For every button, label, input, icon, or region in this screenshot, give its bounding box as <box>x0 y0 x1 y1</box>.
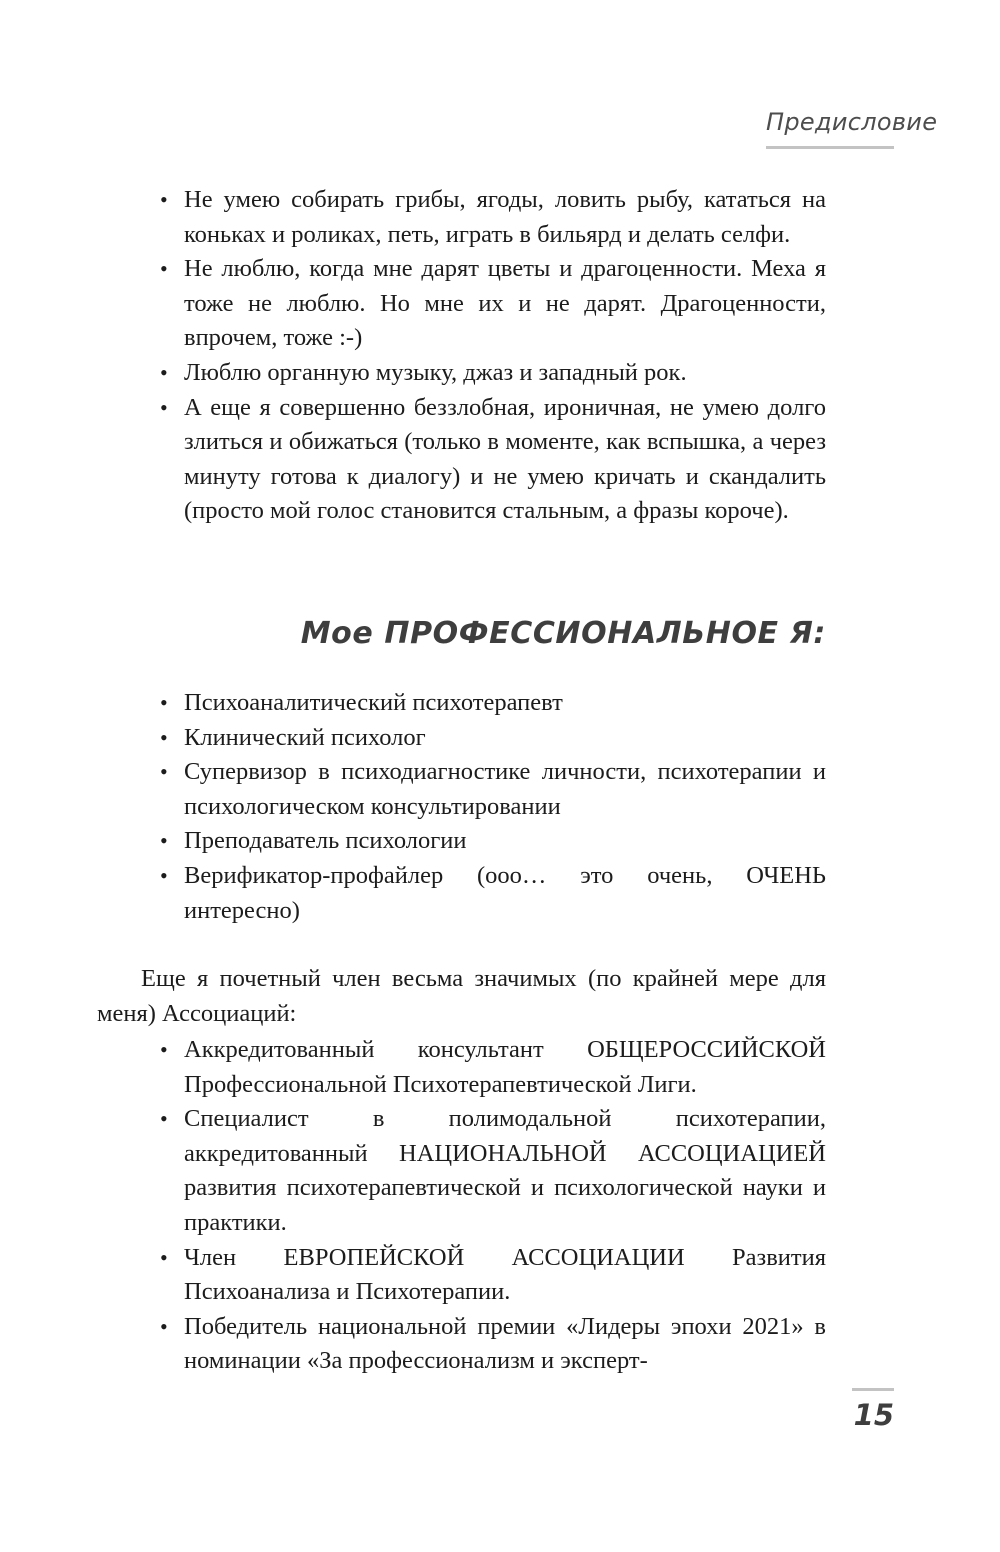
header-rule <box>766 146 894 149</box>
list-item: • Победитель национальной премии «Лидеры эпохи 2021» в номинации «За профессионализм и эксперт- <box>160 1310 826 1379</box>
list-item: • Специалист в полимодальной психотерапии, аккредитованный НАЦИОНАЛЬНОЙ АССОЦИАЦИЕЙ развития психотерапевтической и психологической науки и практики. <box>160 1102 826 1240</box>
list-item: • Преподаватель психологии <box>160 824 826 859</box>
professional-list <box>160 686 826 928</box>
page-number: 15 <box>853 1398 894 1432</box>
list-item: • Психоаналитический психотерапевт <box>160 686 826 721</box>
list-item: • Член ЕВРОПЕЙСКОЙ АССОЦИАЦИИ Развития Психоанализа и Психотерапии. <box>160 1241 826 1310</box>
section-heading: Мое ПРОФЕССИОНАЛЬНОЕ Я: <box>300 616 826 651</box>
list-item: • Люблю органную музыку, джаз и западный рок. <box>160 356 826 391</box>
list-item: • Аккредитованный консультант ОБЩЕРОССИЙСКОЙ Профессиональной Психотерапевтической Лиги. <box>160 1033 826 1102</box>
running-header: Предисловие <box>766 108 938 136</box>
personal-list <box>160 183 826 529</box>
list-item: • Не умею собирать грибы, ягоды, ловить рыбу, кататься на коньках и роликах, петь, играть в бильярд и делать селфи. <box>160 183 826 252</box>
list-item: • Верификатор-профайлер (ооо… это очень, ОЧЕНЬ интересно) <box>160 859 826 928</box>
associations-intro: Еще я почетный член весьма значимых (по крайней мере для меня) Ассоциаций: <box>97 965 826 1027</box>
list-item: • Супервизор в психодиагностике личности, психотерапии и психологическом консультировании <box>160 755 826 824</box>
list-item: • А еще я совершенно беззлобная, ироничная, не умею долго злиться и обижаться (только в моменте, как вспышка, а через минуту готова к диалогу) и не умею кричать и скандалить (просто мой голос становится стальным, а фразы короче). <box>160 391 826 529</box>
list-item: • Не люблю, когда мне дарят цветы и драгоценности. Меха я тоже не люблю. Но мне их и не дарят. Драгоценности, впрочем, тоже :-) <box>160 252 826 356</box>
footer-rule <box>852 1388 894 1391</box>
list-item: • Клинический психолог <box>160 721 826 756</box>
associations-list <box>160 1033 826 1379</box>
